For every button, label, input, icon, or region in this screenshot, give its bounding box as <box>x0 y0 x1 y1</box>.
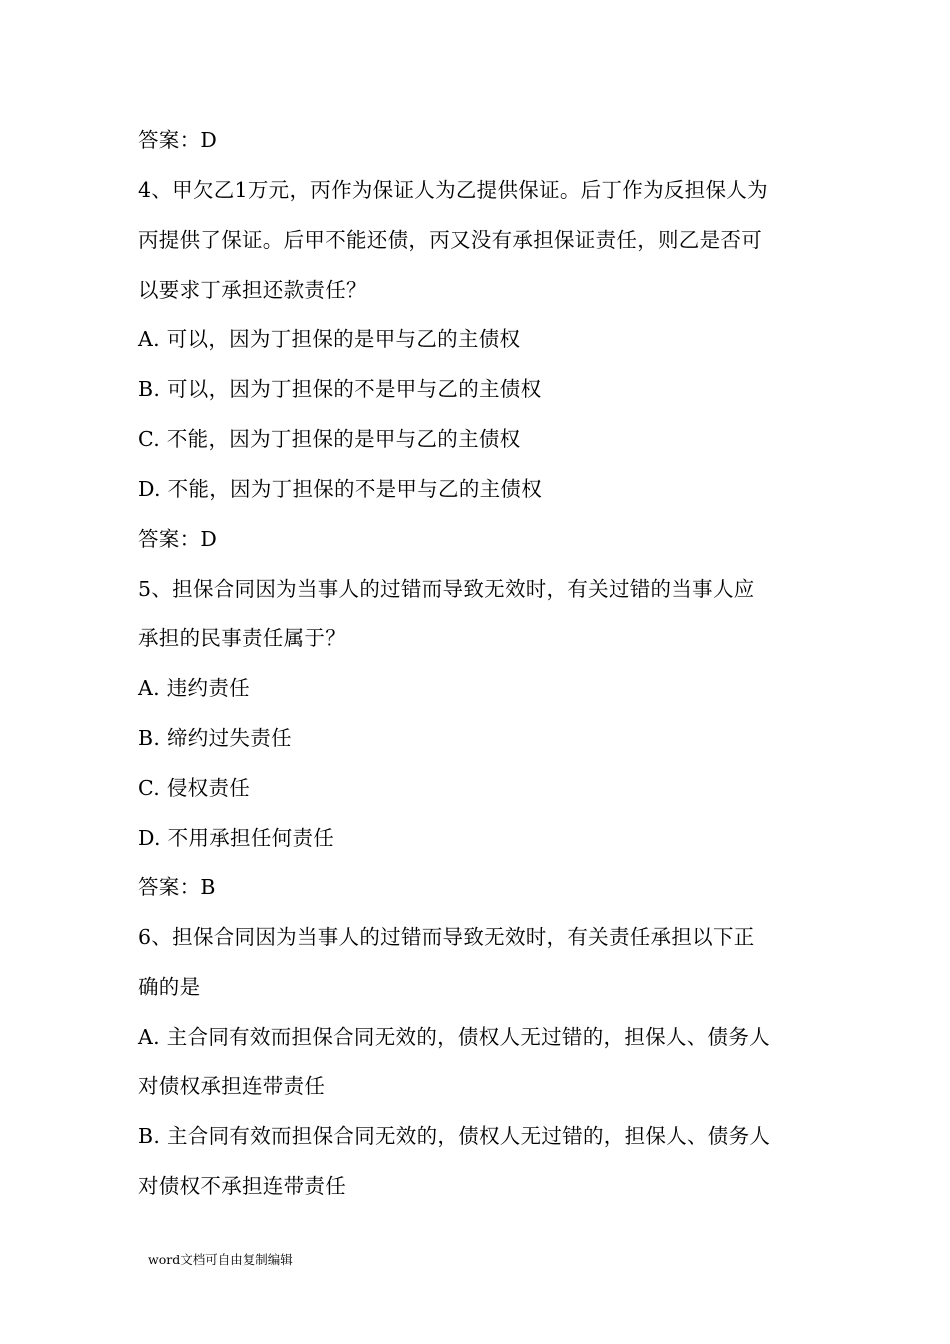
question-6-line-2: 确的是 <box>138 975 201 999</box>
question-4-option-d: D. 不能，因为丁担保的不是甲与乙的主债权 <box>138 477 543 501</box>
question-4-option-c: C. 不能，因为丁担保的是甲与乙的主债权 <box>138 427 521 451</box>
question-5-option-a: A. 违约责任 <box>138 676 250 700</box>
question-6-option-b-line-2: 对债权不承担连带责任 <box>138 1174 346 1198</box>
question-6-line-1: 6、担保合同因为当事人的过错而导致无效时，有关责任承担以下正 <box>138 925 755 949</box>
question-6-option-b-line-1: B. 主合同有效而担保合同无效的，债权人无过错的，担保人、债务人 <box>138 1124 771 1148</box>
page-footer: word文档可自由复制编辑 <box>148 1252 293 1267</box>
question-4-option-a: A. 可以，因为丁担保的是甲与乙的主债权 <box>138 327 521 351</box>
question-4-line-1: 4、甲欠乙1万元，丙作为保证人为乙提供保证。后丁作为反担保人为 <box>138 178 768 202</box>
question-6-option-a-line-2: 对债权承担连带责任 <box>138 1074 326 1098</box>
question-6-option-a-line-1: A. 主合同有效而担保合同无效的，债权人无过错的，担保人、债务人 <box>138 1025 770 1049</box>
question-5-option-c: C. 侵权责任 <box>138 776 251 800</box>
answer-q4: 答案：D <box>138 527 218 551</box>
question-4-line-2: 丙提供了保证。后甲不能还债，丙又没有承担保证责任，则乙是否可 <box>138 228 762 252</box>
question-5-option-b: B. 缔约过失责任 <box>138 726 292 750</box>
question-4-option-b: B. 可以，因为丁担保的不是甲与乙的主债权 <box>138 377 542 401</box>
answer-q5: 答案：B <box>138 875 216 899</box>
question-5-line-1: 5、担保合同因为当事人的过错而导致无效时，有关过错的当事人应 <box>138 577 755 601</box>
question-5-line-2: 承担的民事责任属于？ <box>138 626 346 650</box>
answer-q3: 答案：D <box>138 128 218 152</box>
question-5-option-d: D. 不用承担任何责任 <box>138 826 335 850</box>
question-4-line-3: 以要求丁承担还款责任？ <box>138 278 367 302</box>
